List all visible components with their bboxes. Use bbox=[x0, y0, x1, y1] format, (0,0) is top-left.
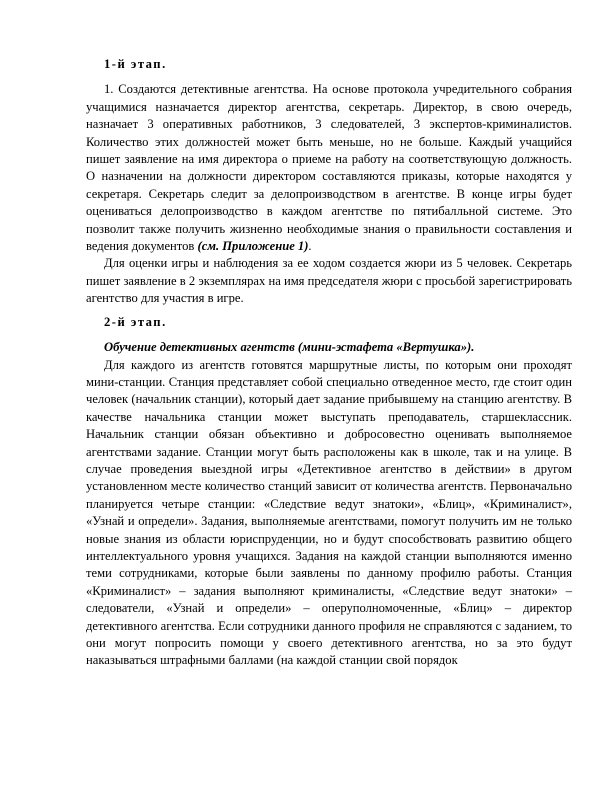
stage2-paragraph-1: Для каждого из агентств готовятся маршрутные листы, по которым они проходят мини-станции. Станция представляет собой специально отведенное место, где стоит один человек (начальник станции), который дает задание прибывшему на станцию агентству. В качестве начальника станции может выступать преподаватель, старшеклассник. Начальник станции обязан объективно и добросовестно оценивать выполняемое агентствами задание. Станции могут быть расположены как в школе, так и на улице. В случае проведения выездной игры «Детективное агентство в действии» в другом установленном месте количество станций зависит от количества агентств. Первоначально планируется четыре станции: «Следствие ведут знатоки», «Блиц», «Криминалист», «Узнай и определи». Задания, выполняемые агентствами, помогут получить им не только новые знания из области юриспруденции, но и будут способствовать развитию общего интеллектуального уровня учащихся. Задания на каждой станции выполняются именно теми сотрудниками, которые были заявлены по данному профилю работы. Станция «Криминалист» – задания выполняют криминалисты, «Следствие ведут знатоки» – следователи, «Узнай и определи» – оперуполномоченные, «Блиц» – директор детективного агентства. Если сотрудники данного профиля не справляются с заданием, то они могут попросить помощи у своего детективного агентства, но за это будут наказываться штрафными баллами (на каждой станции свой порядок bbox=[86, 357, 572, 668]
stage2-heading: 2-й этап. bbox=[104, 314, 167, 329]
stage1-paragraph-1-end: . bbox=[308, 239, 312, 254]
stage2-subtitle: Обучение детективных агентств (мини-эстафета «Вертушка»). bbox=[104, 340, 475, 355]
stage1-paragraph-1-text: 1. Создаются детективные агентства. На основе протокола учредительного собрания учащимися назначается директор агентства, секретарь. Директор, в свою очередь, назначает 3 оперативных работников, 3 следователей, 3 экспертов-криминалистов. Количество этих должностей может быть меньше, но не больше. Каждый учащийся пишет заявление на имя директора о приеме на работу на соответствующую должность. О назначении на должности директором составляются приказы, которые находятся у секретаря. Секретарь следит за делопроизводством в агентстве. В конце игры будет оцениваться делопроизводство в каждом агентстве по пятибалльной системе. Это позволит также получить жизненно необходимые знания о правильности составления и ведения документов bbox=[86, 82, 572, 254]
appendix-reference: (см. Приложение 1) bbox=[197, 239, 309, 254]
stage1-heading: 1-й этап. bbox=[104, 57, 167, 71]
document-page bbox=[86, 56, 572, 670]
stage1-paragraph-2: Для оценки игры и наблюдения за ее ходом создается жюри из 5 человек. Секретарь пишет заявление в 2 экземплярах на имя председателя жюри с просьбой зарегистрировать агентство для участия в игре. bbox=[86, 256, 572, 306]
stage1-paragraph-1 bbox=[86, 81, 572, 255]
